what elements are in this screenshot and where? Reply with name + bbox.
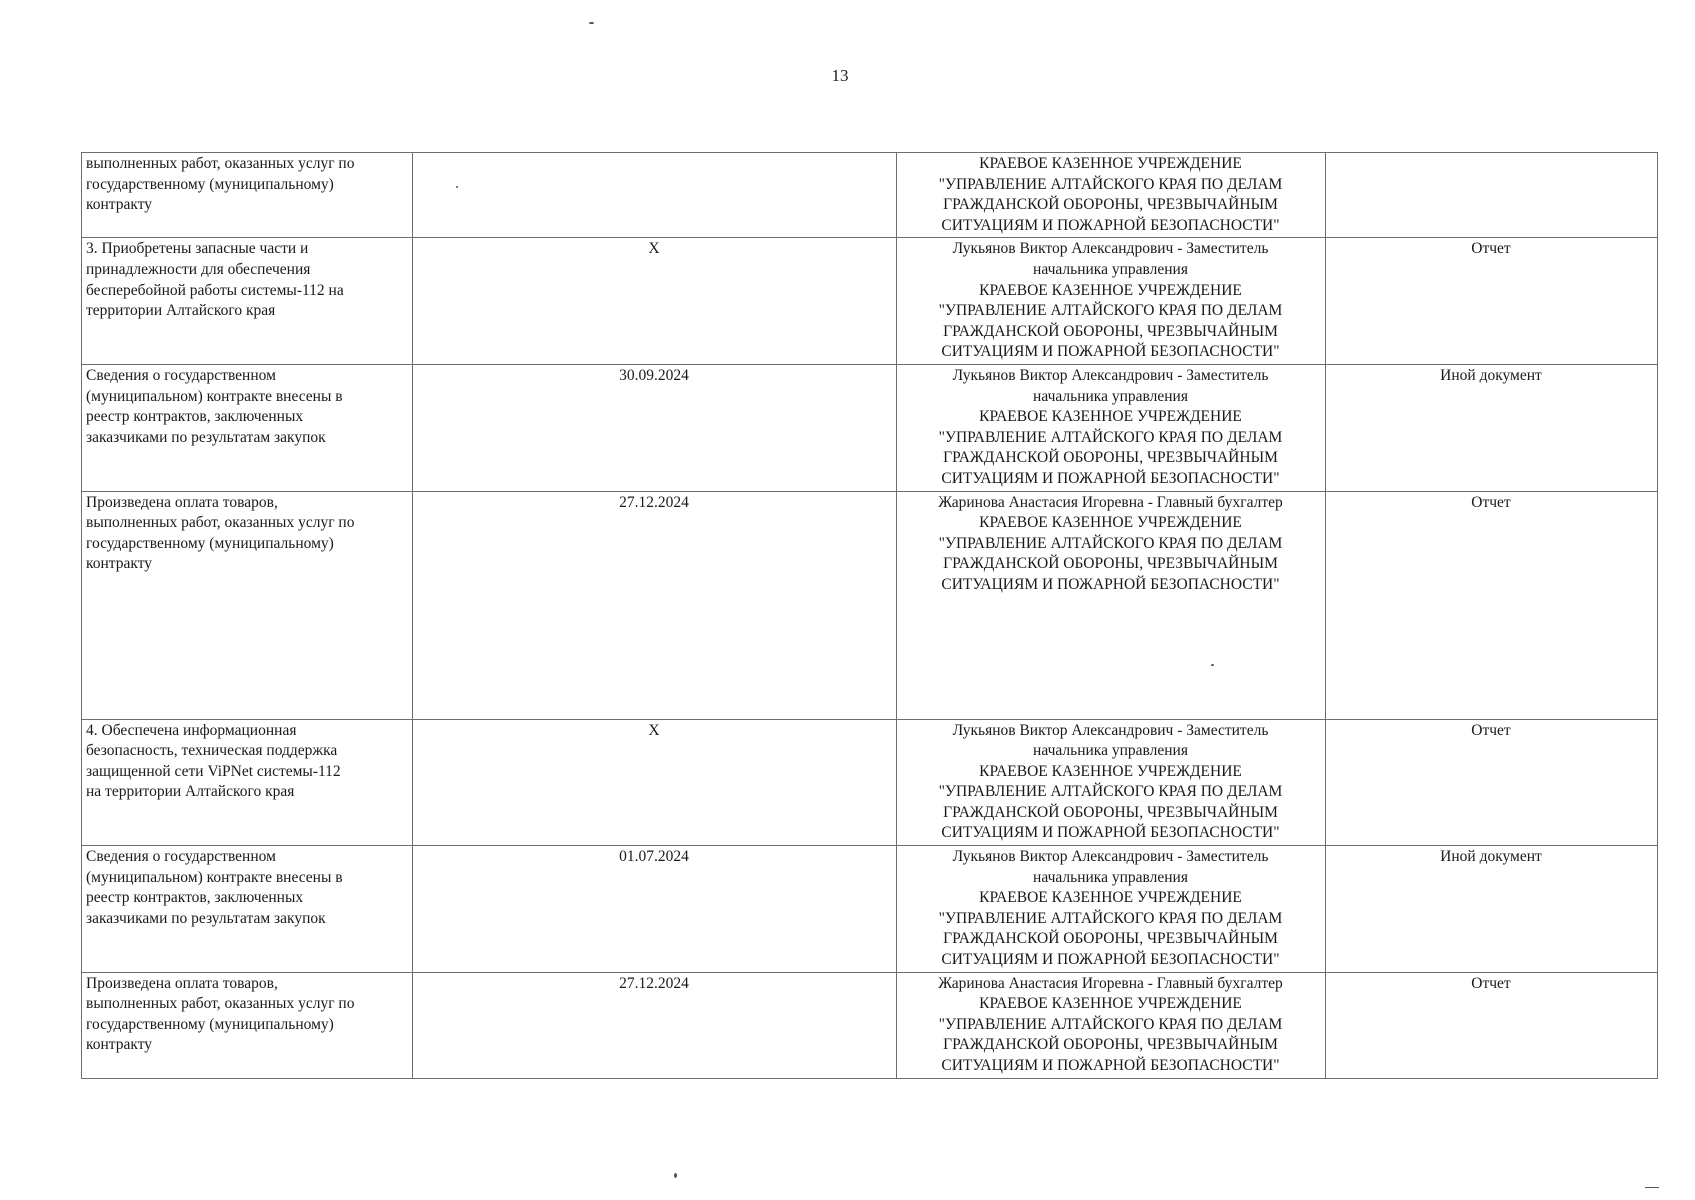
cell-description [82, 364, 413, 491]
cell-description [82, 972, 413, 1078]
cell-date [413, 364, 897, 491]
cell-date [413, 238, 897, 365]
cell-responsible-line: СИТУАЦИЯМ И ПОЖАРНОЙ БЕЗОПАСНОСТИ" [941, 575, 1280, 593]
cell-responsible-line: Лукьянов Виктор Александрович - Заместитель [952, 366, 1269, 384]
cell-responsible-line: "УПРАВЛЕНИЕ АЛТАЙСКОГО КРАЯ ПО ДЕЛАМ [938, 783, 1283, 801]
cell-responsible-line: "УПРАВЛЕНИЕ АЛТАЙСКОГО КРАЯ ПО ДЕЛАМ [938, 175, 1283, 193]
cell-responsible-line: ГРАЖДАНСКОЙ ОБОРОНЫ, ЧРЕЗВЫЧАЙНЫМ [943, 930, 1278, 948]
scan-speck [456, 186, 458, 188]
cell-document-type [1326, 491, 1658, 719]
cell-description-line: Произведена оплата товаров, [86, 974, 278, 992]
cell-responsible [897, 364, 1326, 491]
cell-responsible-line: СИТУАЦИЯМ И ПОЖАРНОЙ БЕЗОПАСНОСТИ" [941, 469, 1280, 487]
cell-responsible-line: КРАЕВОЕ КАЗЕННОЕ УЧРЕЖДЕНИЕ [979, 408, 1242, 426]
cell-responsible-line: КРАЕВОЕ КАЗЕННОЕ УЧРЕЖДЕНИЕ [979, 995, 1242, 1013]
cell-date-text: 27.12.2024 [619, 974, 689, 992]
table-row [82, 153, 1658, 238]
cell-responsible-line: КРАЕВОЕ КАЗЕННОЕ УЧРЕЖДЕНИЕ [979, 889, 1242, 907]
cell-responsible-line: КРАЕВОЕ КАЗЕННОЕ УЧРЕЖДЕНИЕ [979, 281, 1242, 299]
cell-document-type-text: Иной документ [1440, 848, 1542, 866]
cell-description-line: безопасность, техническая поддержка [86, 742, 338, 760]
cell-date [413, 153, 897, 238]
cell-responsible-line: ГРАЖДАНСКОЙ ОБОРОНЫ, ЧРЕЗВЫЧАЙНЫМ [943, 449, 1278, 467]
cell-description-line: контракту [86, 555, 153, 573]
cell-responsible-line: ГРАЖДАНСКОЙ ОБОРОНЫ, ЧРЕЗВЫЧАЙНЫМ [943, 1036, 1278, 1054]
cell-description-line: принадлежности для обеспечения [86, 260, 311, 278]
cell-responsible-line: КРАЕВОЕ КАЗЕННОЕ УЧРЕЖДЕНИЕ [979, 514, 1242, 532]
cell-description-line: 4. Обеспечена информационная [86, 721, 297, 739]
cell-description-line: защищенной сети ViPNet системы-112 [86, 762, 341, 780]
cell-date-text: X [648, 240, 660, 258]
table-body [82, 153, 1658, 1079]
cell-responsible [897, 846, 1326, 973]
cell-description-line: Сведения о государственном [86, 366, 276, 384]
cell-date [413, 491, 897, 719]
scan-speck [1211, 664, 1214, 666]
cell-responsible-line: Лукьянов Виктор Александрович - Заместитель [952, 848, 1269, 866]
cell-description-line: Сведения о государственном [86, 848, 276, 866]
table-row [82, 972, 1658, 1078]
cell-responsible-line: ГРАЖДАНСКОЙ ОБОРОНЫ, ЧРЕЗВЫЧАЙНЫМ [943, 803, 1278, 821]
control-points-table [81, 152, 1658, 1079]
cell-responsible-line: СИТУАЦИЯМ И ПОЖАРНОЙ БЕЗОПАСНОСТИ" [941, 343, 1280, 361]
cell-date [413, 846, 897, 973]
cell-document-type-text: Отчет [1471, 240, 1511, 258]
cell-description [82, 238, 413, 365]
table-row [82, 719, 1658, 846]
cell-document-type [1326, 238, 1658, 365]
cell-description [82, 719, 413, 846]
cell-description-line: выполненных работ, оказанных услуг по [86, 155, 355, 172]
page-number: 13 [831, 66, 849, 85]
cell-document-type [1326, 153, 1658, 238]
cell-responsible [897, 153, 1326, 238]
cell-description-line: государственному (муниципальному) [86, 175, 334, 193]
scan-speck [1645, 1187, 1659, 1188]
cell-date-text: X [648, 721, 660, 739]
cell-document-type-text: Отчет [1471, 493, 1511, 511]
cell-responsible-line: начальника управления [1033, 868, 1188, 886]
cell-responsible [897, 491, 1326, 719]
cell-document-type [1326, 846, 1658, 973]
cell-responsible-line: СИТУАЦИЯМ И ПОЖАРНОЙ БЕЗОПАСНОСТИ" [941, 824, 1280, 842]
cell-responsible [897, 972, 1326, 1078]
cell-description-line: выполненных работ, оказанных услуг по [86, 995, 355, 1013]
cell-responsible [897, 238, 1326, 365]
cell-responsible-line: ГРАЖДАНСКОЙ ОБОРОНЫ, ЧРЕЗВЫЧАЙНЫМ [943, 555, 1278, 573]
cell-description-line: выполненных работ, оказанных услуг по [86, 514, 355, 532]
cell-description-line: контракту [86, 1036, 153, 1054]
cell-responsible-line: ГРАЖДАНСКОЙ ОБОРОНЫ, ЧРЕЗВЫЧАЙНЫМ [943, 322, 1278, 340]
cell-description [82, 491, 413, 719]
cell-responsible-line: Лукьянов Виктор Александрович - Заместитель [952, 240, 1269, 258]
table-row [82, 364, 1658, 491]
cell-date-text: 27.12.2024 [619, 493, 689, 511]
cell-description-line: заказчиками по результатам закупок [86, 909, 326, 927]
table-row [82, 846, 1658, 973]
cell-description-line: (муниципальном) контракте внесены в [86, 387, 343, 405]
cell-responsible-line: ГРАЖДАНСКОЙ ОБОРОНЫ, ЧРЕЗВЫЧАЙНЫМ [943, 196, 1278, 214]
cell-responsible-line: начальника управления [1033, 260, 1188, 278]
table-row [82, 491, 1658, 719]
cell-responsible-line: Жаринова Анастасия Игоревна - Главный бухгалтер [938, 974, 1283, 992]
cell-responsible-line: "УПРАВЛЕНИЕ АЛТАЙСКОГО КРАЯ ПО ДЕЛАМ [938, 534, 1283, 552]
cell-responsible-line: Лукьянов Виктор Александрович - Заместитель [952, 721, 1269, 739]
cell-responsible-line: "УПРАВЛЕНИЕ АЛТАЙСКОГО КРАЯ ПО ДЕЛАМ [938, 302, 1283, 320]
scan-speck [589, 22, 594, 24]
cell-document-type [1326, 719, 1658, 846]
cell-document-type-text: Иной документ [1440, 366, 1542, 384]
cell-responsible-line: КРАЕВОЕ КАЗЕННОЕ УЧРЕЖДЕНИЕ [979, 762, 1242, 780]
cell-responsible-line: начальника управления [1033, 387, 1188, 405]
cell-responsible-line: СИТУАЦИЯМ И ПОЖАРНОЙ БЕЗОПАСНОСТИ" [941, 1057, 1280, 1074]
cell-description-line: бесперебойной работы системы-112 на [86, 281, 344, 299]
cell-description [82, 153, 413, 238]
cell-description-line: территории Алтайского края [86, 302, 276, 320]
cell-date [413, 972, 897, 1078]
cell-responsible-line: "УПРАВЛЕНИЕ АЛТАЙСКОГО КРАЯ ПО ДЕЛАМ [938, 428, 1283, 446]
cell-document-type [1326, 364, 1658, 491]
cell-responsible-line: Жаринова Анастасия Игоревна - Главный бухгалтер [938, 493, 1283, 511]
cell-document-type-text: Отчет [1471, 721, 1511, 739]
cell-responsible-line: начальника управления [1033, 742, 1188, 760]
table-row [82, 238, 1658, 365]
cell-responsible-line: СИТУАЦИЯМ И ПОЖАРНОЙ БЕЗОПАСНОСТИ" [941, 216, 1280, 234]
cell-date [413, 719, 897, 846]
cell-date-text: 01.07.2024 [619, 848, 689, 866]
cell-description-line: государственному (муниципальному) [86, 534, 334, 552]
cell-description-line: (муниципальном) контракте внесены в [86, 868, 343, 886]
cell-description-line: реестр контрактов, заключенных [86, 408, 304, 426]
cell-description-line: реестр контрактов, заключенных [86, 889, 304, 907]
cell-responsible [897, 719, 1326, 846]
cell-document-type-text: Отчет [1471, 974, 1511, 992]
cell-description-line: Произведена оплата товаров, [86, 493, 278, 511]
scan-speck [674, 1173, 677, 1178]
cell-responsible-line: "УПРАВЛЕНИЕ АЛТАЙСКОГО КРАЯ ПО ДЕЛАМ [938, 1015, 1283, 1033]
cell-description [82, 846, 413, 973]
cell-responsible-line: СИТУАЦИЯМ И ПОЖАРНОЙ БЕЗОПАСНОСТИ" [941, 951, 1280, 969]
cell-description-line: 3. Приобретены запасные части и [86, 240, 309, 258]
cell-description-line: на территории Алтайского края [86, 783, 295, 801]
cell-description-line: государственному (муниципальному) [86, 1015, 334, 1033]
cell-responsible-line: КРАЕВОЕ КАЗЕННОЕ УЧРЕЖДЕНИЕ [979, 155, 1242, 172]
cell-document-type [1326, 972, 1658, 1078]
cell-description-line: заказчиками по результатам закупок [86, 428, 326, 446]
cell-description-line: контракту [86, 196, 153, 214]
cell-responsible-line: "УПРАВЛЕНИЕ АЛТАЙСКОГО КРАЯ ПО ДЕЛАМ [938, 909, 1283, 927]
cell-date-text: 30.09.2024 [619, 366, 689, 384]
